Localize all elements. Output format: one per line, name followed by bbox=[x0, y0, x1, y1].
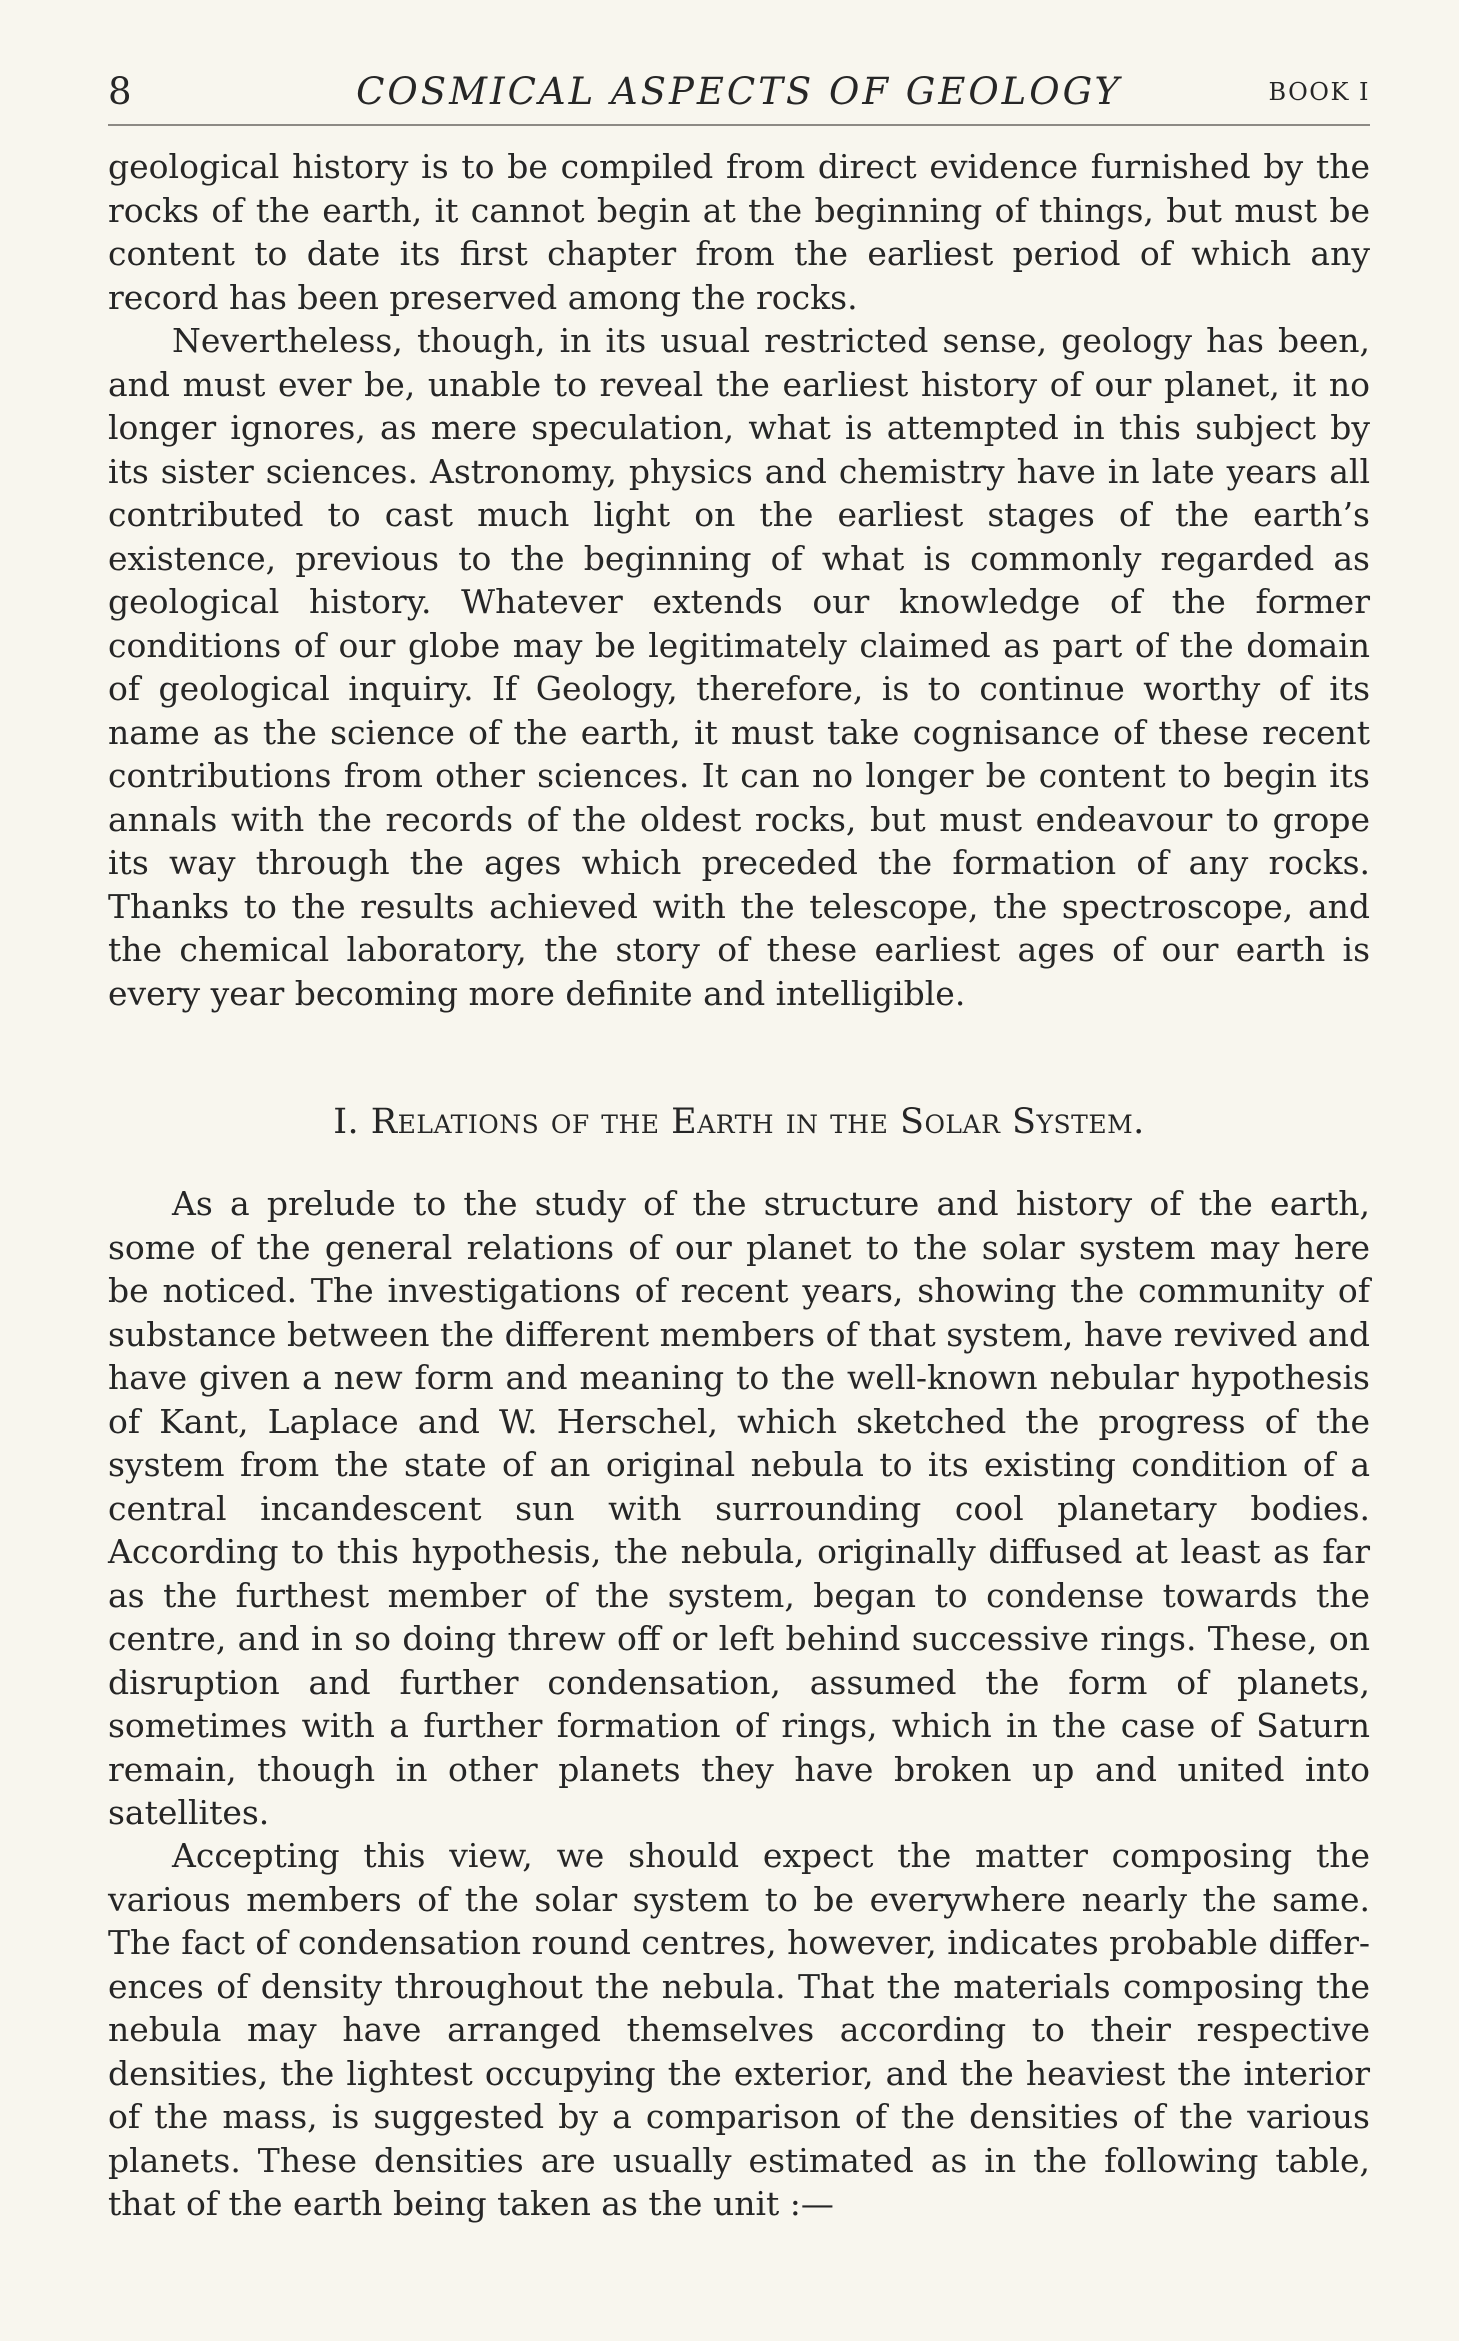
header-rule bbox=[108, 124, 1370, 126]
paragraph-prelude: As a prelude to the study of the structure and history of the earth, some of the general relations of our planet to the solar system may here be noticed. The investigations of recent years, showing the community of substance between the different members of that system, have revived and have given a new form and meaning to the well-known nebular hypothesis of Kant, Laplace and W. Herschel, which sketched the progress of the system from the state of an original nebula to its existing condition of a central incandescent sun with surrounding cool planetary bodies. According to this hypothesis, the nebula, originally diffused at least as far as the furthest member of the system, began to condense towards the centre, and in so doing threw off or left behind successive rings. These, on disruption and further condensation, assumed the form of planets, sometimes with a further formation of rings, which in the case of Saturn remain, though in other planets they have broken up and united into satellites. bbox=[108, 1184, 1370, 1832]
paragraph-nevertheless: Nevertheless, though, in its usual restricted sense, geology has been, and must ever be, unable to reveal the earliest history of our planet, it no longer ignores, as mere speculation, what is attempted in this subject by its sister sciences. Astronomy, physics and chemistry have in late years all contributed to cast much light on the earliest stages of the earth’s existence, previous to the beginning of what is commonly regarded as geological history. Whatever extends our knowledge of the former conditions of our globe may be legitimately claimed as part of the domain of geological inquiry. If Geology, therefore, is to continue worthy of its name as the science of the earth, it must take cognisance of these recent contributions from other sciences. It can no longer be content to begin its annals with the records of the oldest rocks, but must endeavour to grope its way through the ages which preceded the formation of any rocks. Thanks to the results achieved with the telescope, the spectroscope, and the chemical laboratory, the story of these earliest ages of our earth is every year becoming more definite and intelligible. bbox=[108, 321, 1370, 1013]
running-title: COSMICAL ASPECTS OF GEOLOGY bbox=[356, 70, 1122, 113]
paragraph-accepting: Accepting this view, we should expect the matter composing the various members of the solar system to be everywhere nearly the same. The fact of condensation round centres, however, indicates probable differences of density throughout the nebula. That the materials composing the nebula may have arranged themselves according to their respective densities, the lightest occupying the exterior, and the heaviest the interior of the mass, is suggested by a comparison of the densities of the various planets. These densities are usually estimated as in the following table, that of the earth being taken as the unit :— bbox=[108, 1836, 1370, 2223]
section-heading: I. Relations of the Earth in the Solar System. bbox=[333, 1102, 1145, 1142]
book-label: BOOK I bbox=[1268, 78, 1370, 106]
paragraph-continued: geological history is to be compiled from direct evidence furnished by the rocks of the earth, it cannot begin at the beginning of things, but must be content to date its first chapter from the earliest period of which any record has been preserved among the rocks. bbox=[108, 147, 1370, 317]
page-number: 8 bbox=[108, 70, 132, 113]
running-head bbox=[108, 62, 1370, 122]
